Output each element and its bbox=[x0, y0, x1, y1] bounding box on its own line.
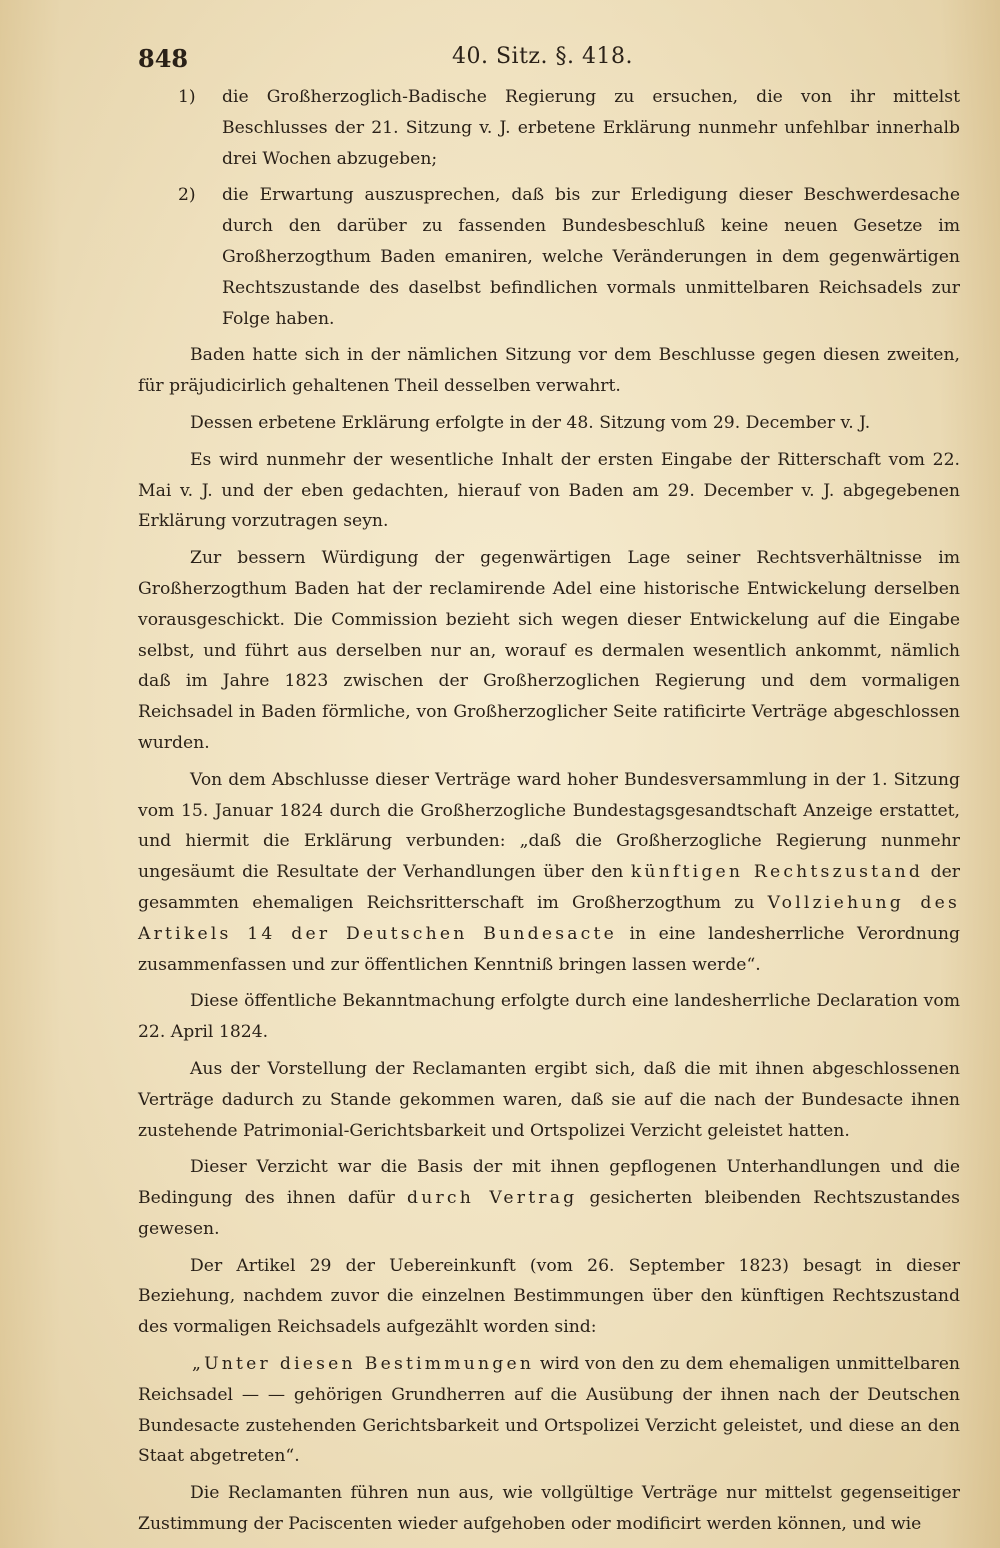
paragraph-declaration-date: Dessen erbetene Erklärung erfolgte in der 48. Sitzung vom 29. December v. J. bbox=[190, 412, 871, 433]
body-text bbox=[138, 82, 960, 1540]
paragraph-baden-protest: Baden hatte sich in der nämlichen Sitzung vor dem Beschlusse gegen diesen zweiten, für präjudicirlich gehaltenen Theil desselben verwahrt. bbox=[138, 345, 960, 397]
emphasis-text: durch Vertrag bbox=[407, 1188, 578, 1209]
emphasis-text: Vollziehung des Artikels 14 der Deutschen Bundesacte bbox=[138, 892, 960, 944]
item-number: 2) bbox=[178, 185, 196, 206]
paragraph-public-announcement: Diese öffentliche Bekanntmachung erfolgte durch eine landesherrliche Declaration vom 22. April 1824. bbox=[138, 991, 960, 1043]
paragraph-reclamants-argument: Die Reclamanten führen nun aus, wie vollgültige Verträge nur mittelst gegenseitiger Zustimmung der Paciscenten wieder aufgehoben oder modificirt werden können, und wie bbox=[138, 1483, 960, 1535]
enumerated-item-1 bbox=[138, 82, 960, 174]
text-segment: der gesammten ehemaligen Reichsritterschaft im Großherzogthum zu bbox=[138, 862, 960, 913]
running-head: 40. Sitz. §. 418. bbox=[452, 44, 633, 69]
item-text: die Erwartung auszusprechen, daß bis zur Erledigung dieser Beschwerdesache durch den darüber zu fassenden Bundesbeschluß keine neuen Gesetze im Großherzogthum Baden emaniren, welche Veränderungen in dem gegenwärtigen Rechtszustande des daselbst befindlichen vormals unmittelbaren Reichsadels zur Folge haben. bbox=[222, 185, 960, 329]
paragraph-historical-development: Zur bessern Würdigung der gegenwärtigen Lage seiner Rechtsverhältnisse im Großherzogthum Baden hat der reclamirende Adel eine historische Entwickelung derselben vorausgeschickt. Die Commission bezieht sich wegen dieser Entwickelung auf die Eingabe selbst, und führt aus derselben nur an, worauf es dermalen wesentlich ankommt, nämlich daß im Jahre 1823 zwischen der Großherzoglichen Regierung und dem vormaligen Reichsadel in Baden förmliche, von Großherzoglicher Seite ratificirte Verträge abgeschlossen wurden. bbox=[138, 548, 960, 753]
text-segment: gesicherten bleibenden Rechtszustandes gewesen. bbox=[138, 1188, 960, 1239]
paragraph-treaty-notice bbox=[138, 765, 960, 981]
paragraph-article-29: Der Artikel 29 der Uebereinkunft (vom 26. September 1823) besagt in dieser Beziehung, nachdem zuvor die einzelnen Bestimmungen über den künftigen Rechtszustand des vormaligen Reichsadels aufgezählt worden sind: bbox=[138, 1255, 960, 1338]
enumerated-item-2 bbox=[138, 180, 960, 334]
text-segment: in eine landesherrliche Verordnung zusammenfassen und zur öffentlichen Kenntniß bringen lassen werde“. bbox=[138, 923, 961, 975]
page-header bbox=[138, 38, 960, 78]
quotation bbox=[138, 1349, 960, 1472]
paragraph-content-intro: Es wird nunmehr der wesentliche Inhalt der ersten Eingabe der Ritterschaft vom 22. Mai v. J. und der eben gedachten, hierauf von Baden am 29. December v. J. abgegebenen Erklärung vorzutragen seyn. bbox=[138, 449, 960, 532]
item-text: die Großherzoglich-Badische Regierung zu ersuchen, die von ihr mittelst Beschlusses der 21. Sitzung v. J. erbetene Erklärung nunmehr unfehlbar innerhalb drei Wochen abzugeben; bbox=[222, 87, 960, 169]
item-number: 1) bbox=[178, 87, 196, 107]
text-segment: Von dem Abschlusse dieser Verträge ward hoher Bundesversammlung in der 1. Sitzung vom 15. Januar 1824 durch die Großherzogliche Bundestagsgesandtschaft Anzeige erstattet, und hiermit die Erklärung verbunden: „daß die Großherzogliche Regierung nunmehr ungesäumt die Resultate der Verhandlungen über den bbox=[138, 769, 960, 883]
page-number: 848 bbox=[138, 44, 189, 73]
emphasis-text: „Unter diesen Bestimmungen bbox=[192, 1354, 535, 1375]
text-segment: Dieser Verzicht war die Basis der mit ihnen gepflogenen Unterhandlungen und die Bedingung des ihnen dafür bbox=[138, 1157, 960, 1209]
emphasis-text: künftigen Rechtszustand bbox=[630, 862, 924, 883]
text-segment: wird von den zu dem ehemaligen unmittelbaren Reichsadel — — gehörigen Grundherren auf die Ausübung der ihnen nach der Deutschen Bundesacte zustehenden Gerichtsbarkeit und Ortspolizei Verzicht geleistet, und diese an den Staat abgetreten“. bbox=[138, 1354, 960, 1467]
paragraph-waiver-basis bbox=[138, 1152, 960, 1244]
paragraph-reclamants-statement: Aus der Vorstellung der Reclamanten ergibt sich, daß die mit ihnen abgeschlossenen Verträge dadurch zu Stande gekommen waren, daß sie auf die nach der Bundesacte ihnen zustehende Patrimonial-Gerichtsbarkeit und Ortspolizei Verzicht geleistet hatten. bbox=[138, 1058, 960, 1141]
